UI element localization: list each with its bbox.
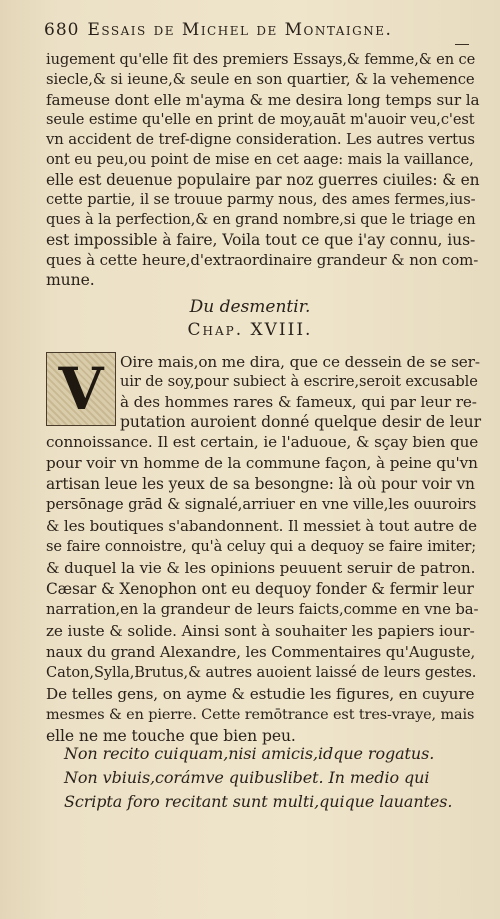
text-line: narration,en la grandeur de leurs faicts,comme en vne ba- bbox=[46, 601, 479, 618]
text-line: vn accident de tref-digne consideration. Les autres vertus bbox=[46, 131, 475, 148]
verse-line: Scripta foro recitant sunt multi,quique lauantes. bbox=[64, 792, 453, 811]
header-rule bbox=[455, 44, 469, 45]
text-line: & les boutiques s'abandonnent. Il messiet à tout autre de bbox=[46, 517, 477, 535]
text-line: elle ne me touche que bien peu. bbox=[46, 727, 296, 745]
text-line: ques à cette heure,d'extraordinaire grandeur & non com- bbox=[46, 251, 479, 269]
text-line: Oire mais,on me dira, que ce dessein de se ser- bbox=[120, 353, 480, 371]
verse-line: Non vbiuis,corámve quibuslibet. In medio qui bbox=[64, 768, 430, 787]
text-line: artisan leue les yeux de sa besongne: là où pour voir vn bbox=[46, 475, 475, 493]
text-line: cette partie, il se trouue parmy nous, des ames fermes,ius- bbox=[46, 191, 476, 208]
text-line: ont eu peu,ou point de mise en cet aage: mais la vaillance, bbox=[46, 151, 474, 168]
text-line: uir de soy,pour subiect à escrire,seroit excusable bbox=[120, 373, 478, 390]
text-line: pour voir vn homme de la commune façon, à peine qu'vn bbox=[46, 454, 478, 472]
text-line: à des hommes rares & fameux, qui par leur re- bbox=[120, 393, 477, 411]
text-line: iugement qu'elle fit des premiers Essays,& femme,& en ce bbox=[46, 51, 476, 68]
initial-letter: V bbox=[58, 355, 104, 423]
text-line: ze iuste & solide. Ainsi sont à souhaiter les papiers iour- bbox=[46, 622, 475, 640]
text-line: Cæsar & Xenophon ont eu dequoy fonder & fermir leur bbox=[46, 580, 474, 598]
text-line: mune. bbox=[46, 271, 95, 289]
text-line: & duquel la vie & les opinions peuuent seruir de patron. bbox=[46, 559, 476, 577]
text-line: putation auroient donné quelque desir de leur bbox=[120, 413, 481, 431]
text-line: est impossible à faire, Voila tout ce que i'ay connu, ius- bbox=[46, 231, 476, 249]
text-line: naux du grand Alexandre, les Commentaires qu'Auguste, bbox=[46, 643, 476, 661]
chapter-title: Du desmentir. bbox=[189, 297, 311, 317]
page-number: 680 bbox=[44, 20, 80, 40]
running-header bbox=[44, 20, 482, 44]
text-line: fameuse dont elle m'ayma & me desira long temps sur la bbox=[46, 91, 480, 109]
text-line: ques à la perfection,& en grand nombre,si que le triage en bbox=[46, 211, 476, 228]
running-title: Essais de Michel de Montaigne. bbox=[87, 20, 393, 40]
text-line: persōnage grād & signalé,arriuer en vne ville,les ouuroirs bbox=[46, 496, 477, 513]
text-line: mesmes & en pierre. Cette remōtrance est tres-vraye, mais bbox=[46, 707, 475, 723]
text-line: seule estime qu'elle en print de moy,auāt m'auoir veu,c'est bbox=[46, 111, 475, 128]
text-line: Caton,Sylla,Brutus,& autres auoient laissé de leurs gestes. bbox=[46, 664, 477, 681]
verse-line: Non recito cuiquam,nisi amicis,idque rogatus. bbox=[64, 744, 435, 763]
chapter-number: Chap. XVIII. bbox=[187, 320, 313, 340]
text-line: siecle,& si ieune,& seule en son quartier, & la vehemence bbox=[46, 71, 475, 88]
text-line: connoissance. Il est certain, ie l'aduoue, & sçay bien que bbox=[46, 433, 479, 451]
text-line: se faire connoistre, qu'à celuy qui a dequoy se faire imiter; bbox=[46, 538, 477, 555]
text-line: De telles gens, on ayme & estudie les figures, en cuyure bbox=[46, 685, 475, 703]
text-line: elle est deuenue populaire par noz guerres ciuiles: & en bbox=[46, 171, 480, 189]
decorated-initial bbox=[46, 352, 116, 426]
